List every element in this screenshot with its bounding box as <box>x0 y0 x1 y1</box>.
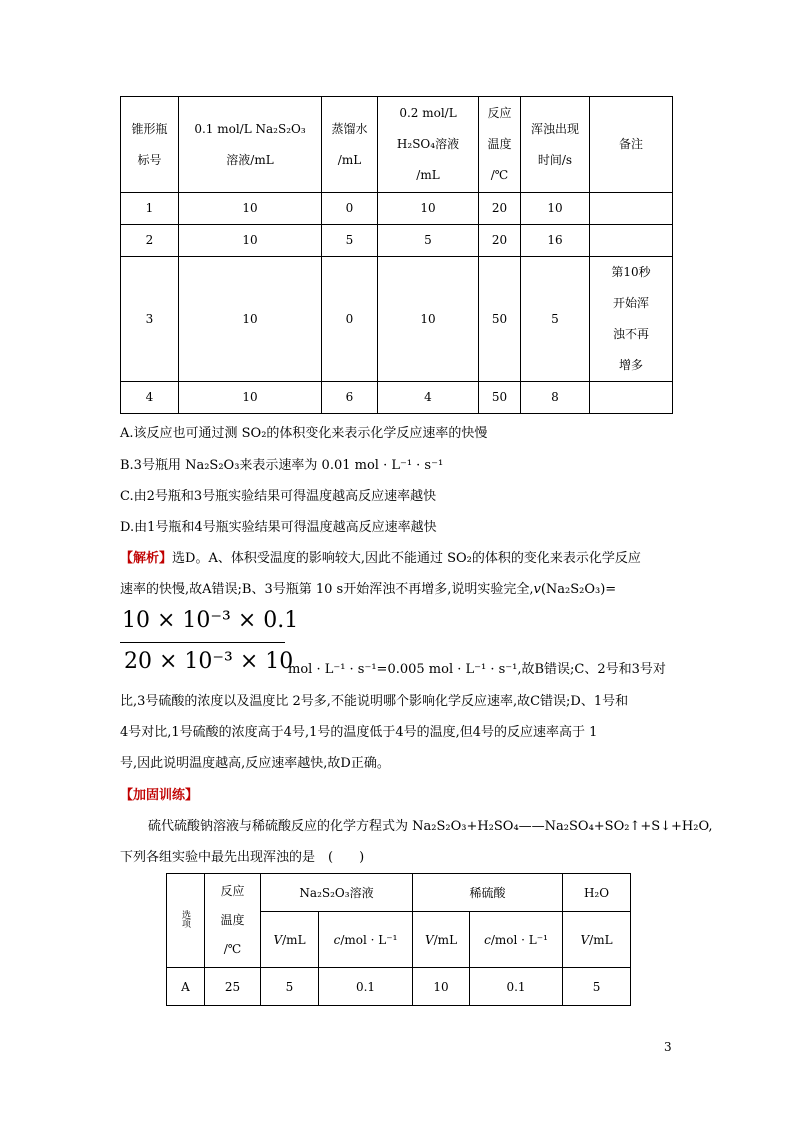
table-header-cell: Na₂S₂O₃溶液 <box>261 874 413 912</box>
table-row <box>121 193 673 225</box>
header-cell: 备注 <box>590 97 673 193</box>
table-cell: 10 <box>179 257 322 382</box>
table-cell <box>590 193 673 225</box>
volume-symbol: V <box>580 932 590 947</box>
analysis-text: (Na₂S₂O₃)= <box>540 582 617 597</box>
table-cell: 10 <box>521 193 590 225</box>
analysis-text: 选D。A、体积受温度的影响较大,因此不能通过 SO₂的体积的变化来表示化学反应 <box>172 551 641 566</box>
table-cell: 0.1 <box>470 968 563 1006</box>
table-cell: A <box>167 968 205 1006</box>
unit-text: /mol · L⁻¹ <box>490 932 548 947</box>
table-cell: 4 <box>121 382 179 414</box>
table-header-row <box>121 97 673 193</box>
volume-symbol: V <box>273 932 283 947</box>
table-row <box>121 257 673 382</box>
table-row <box>121 382 673 414</box>
header-cell: 蒸馏水 /mL <box>322 97 378 193</box>
unit-text: /mL <box>433 932 458 947</box>
practice-line-2: 下列各组实验中最先出现浑浊的是 ( ) <box>120 850 365 865</box>
option-d: D.由1号瓶和4号瓶实验结果可得温度越高反应速率越快 <box>120 520 437 535</box>
rate-fraction <box>120 606 299 677</box>
header-cell: 0.1 mol/L Na₂S₂O₃ 溶液/mL <box>179 97 322 193</box>
subheader-cell <box>470 912 563 968</box>
volume-symbol: V <box>424 932 434 947</box>
table-cell <box>590 225 673 257</box>
table-cell: 10 <box>378 193 479 225</box>
option-c: C.由2号瓶和3号瓶实验结果可得温度越高反应速率越快 <box>120 489 437 504</box>
unit-text: /mL <box>282 932 306 947</box>
analysis-line-4: 比,3号硫酸的浓度以及温度比 2号多,不能说明哪个影响化学反应速率,故C错误;D、1号和 <box>120 694 629 709</box>
table-cell: 5 <box>261 968 319 1006</box>
remark-cell: 第10秒 开始浑 浊不再 增多 <box>590 257 673 382</box>
table-cell: 5 <box>521 257 590 382</box>
unit-text: /mol · L⁻¹ <box>340 932 398 947</box>
temperature-header-cell <box>205 874 261 968</box>
table-row <box>167 968 631 1006</box>
table-cell: 10 <box>378 257 479 382</box>
experiment-table <box>120 96 673 414</box>
table-cell: 6 <box>322 382 378 414</box>
fraction-numerator: 10 × 10⁻³ × 0.1 <box>122 608 299 633</box>
fraction-denominator: 20 × 10⁻³ × 10 <box>124 649 294 674</box>
option-header-text: 选项 <box>180 910 190 928</box>
table-cell: 20 <box>479 193 521 225</box>
table-cell: 5 <box>322 225 378 257</box>
table-header-row <box>167 874 631 912</box>
table-cell: 20 <box>479 225 521 257</box>
page-number: 3 <box>664 1040 672 1054</box>
table-cell: 10 <box>179 193 322 225</box>
table-cell: 8 <box>521 382 590 414</box>
table-cell: 4 <box>378 382 479 414</box>
concentration-symbol: c <box>333 932 341 947</box>
table-header-cell: H₂O <box>563 874 631 912</box>
table-cell: 2 <box>121 225 179 257</box>
subheader-cell <box>261 912 319 968</box>
practice-table <box>166 873 631 1006</box>
table-cell: 10 <box>179 382 322 414</box>
table-cell: 1 <box>121 193 179 225</box>
concentration-symbol: c <box>484 932 491 947</box>
table-header-cell: 稀硫酸 <box>413 874 563 912</box>
table-cell: 5 <box>563 968 631 1006</box>
analysis-line-5: 4号对比,1号硫酸的浓度高于4号,1号的温度低于4号的温度,但4号的反应速率高于 1 <box>120 725 598 740</box>
unit-text: /mL <box>589 932 613 947</box>
analysis-line-3: mol · L⁻¹ · s⁻¹=0.005 mol · L⁻¹ · s⁻¹,故B错误;C、2号和3号对 <box>288 662 666 677</box>
table-cell: 10 <box>413 968 470 1006</box>
analysis-line-6: 号,因此说明温度越高,反应速率越快,故D正确。 <box>120 756 390 771</box>
table-cell: 0 <box>322 257 378 382</box>
option-header-cell <box>167 874 205 968</box>
table-cell: 5 <box>378 225 479 257</box>
table-cell: 50 <box>479 382 521 414</box>
header-cell: 0.2 mol/L H₂SO₄溶液 /mL <box>378 97 479 193</box>
subheader-cell <box>413 912 470 968</box>
header-cell: 锥形瓶 标号 <box>121 97 179 193</box>
table-cell: 50 <box>479 257 521 382</box>
header-cell: 浑浊出现 时间/s <box>521 97 590 193</box>
table-cell: 0.1 <box>319 968 413 1006</box>
fraction-bar <box>120 642 285 643</box>
header-cell: 反应 温度 /℃ <box>479 97 521 193</box>
table-cell: 3 <box>121 257 179 382</box>
analysis-line-1 <box>120 547 641 566</box>
table-cell: 10 <box>179 225 322 257</box>
practice-tag: 【加固训练】 <box>120 788 199 803</box>
subheader-cell <box>319 912 413 968</box>
table-cell: 25 <box>205 968 261 1006</box>
table-cell: 0 <box>322 193 378 225</box>
option-b: B.3号瓶用 Na₂S₂O₃来表示速率为 0.01 mol · L⁻¹ · s⁻¹ <box>120 458 444 473</box>
option-a: A.该反应也可通过测 SO₂的体积变化来表示化学反应速率的快慢 <box>120 426 488 441</box>
table-cell: 16 <box>521 225 590 257</box>
rate-symbol: v <box>533 582 541 597</box>
subheader-cell <box>563 912 631 968</box>
analysis-text: 速率的快慢,故A错误;B、3号瓶第 10 s开始浑浊不再增多,说明实验完全, <box>120 582 534 597</box>
practice-line-1: 硫代硫酸钠溶液与稀硫酸反应的化学方程式为 Na₂S₂O₃+H₂SO₄——Na₂SO₄+SO₂↑+S↓+H₂O, <box>148 819 713 834</box>
temperature-header-text: 反应 温度 /℃ <box>220 884 245 956</box>
practice-heading <box>120 784 198 803</box>
analysis-line-2 <box>120 578 616 597</box>
analysis-tag: 【解析】 <box>120 551 173 566</box>
table-row <box>121 225 673 257</box>
table-cell <box>590 382 673 414</box>
